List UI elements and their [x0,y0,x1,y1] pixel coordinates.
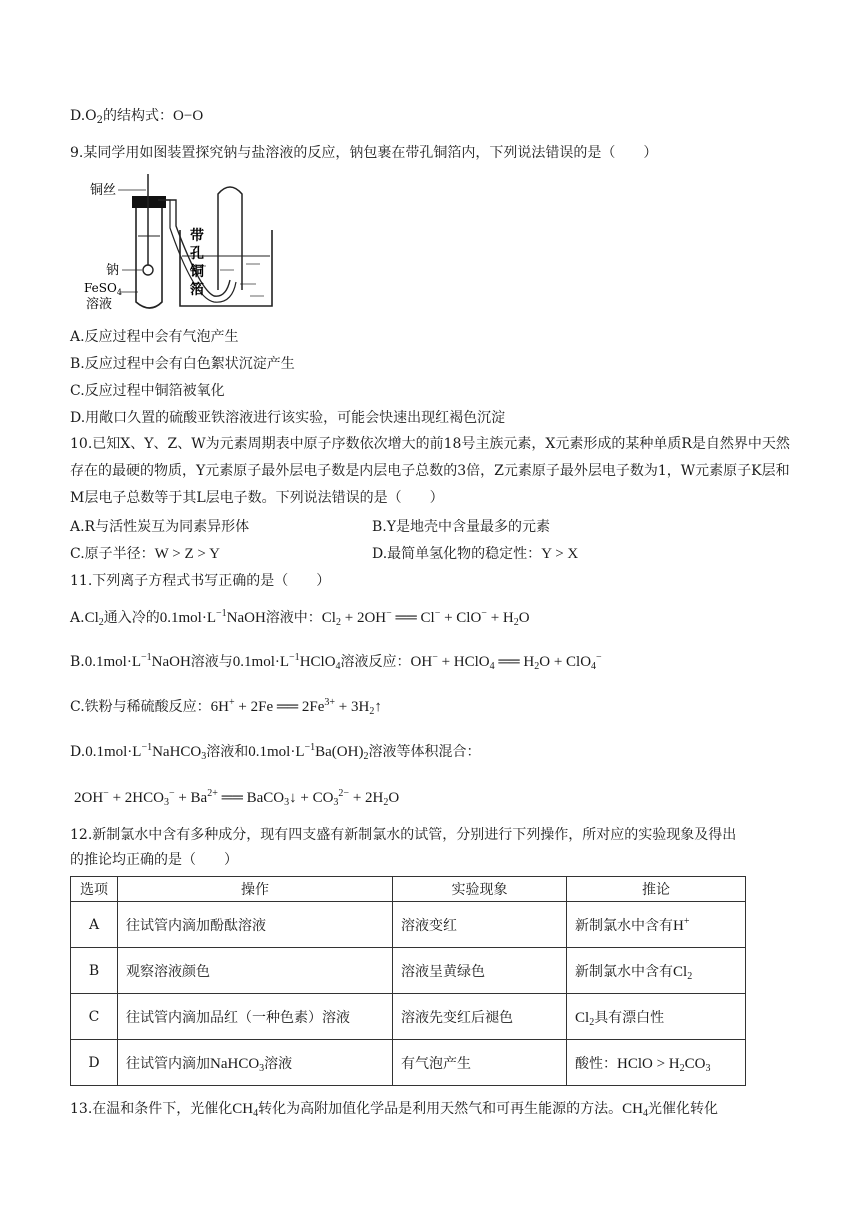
table-row: C 往试管内滴加品红（一种色素）溶液 溶液先变红后褪色 $Cl_2$具有漂白性 [71,994,746,1040]
q12-table [70,876,746,1086]
q10-option-b: B.Y是地壳中含量最多的元素 [372,519,550,535]
q9-option-b: B.反应过程中会有白色絮状沉淀产生 [70,356,295,372]
q11-option-b: $B.0.1mol\cdot L^{-1}NaOH$溶液与$0.1mol\cdot L^{-1}HClO_4$溶液反应：OH− + HClO$_4$ ══ $H_2O + ClO_4^-$ [70,652,602,672]
q12-stem-line1: 12.新制氯水中含有多种成分，现有四支盛有新制氯水的试管，分别进行下列操作，所对应的实验现象及得出 [70,827,737,843]
svg-text:孔: 孔 [190,246,204,262]
header-option: 选项 [71,877,118,902]
q10-option-c: C.原子半径：W > Z > Y [70,546,220,562]
table-header-row [71,877,746,902]
q11-option-c: C.铁粉与稀硫酸反应：6H+ + 2Fe ══ $2Fe^{3+}$ + $3H_2↑$ [70,697,382,717]
q11-option-a: $A.Cl_2$通入冷的$0.1mol\cdot L^{-1}NaOH$溶液中：$Cl_2 + 2OH^-$ ══ $Cl^- + ClO^- + H_2O$ [70,608,530,628]
q11-option-d-equation: $2OH^- + 2HCO_3^- + Ba^{2+}$ ══ BaCO$_3$↓ + $CO_3^{2-} + 2H_2O$ [74,788,400,808]
q9-option-a: A.反应过程中会有气泡产生 [70,329,239,345]
q13-stem: 13.在温和条件下，光催化$CH_4$转化为高附加值化学品是利用天然气和可再生能源的方法。$CH_4$光催化转化 [70,1101,718,1119]
q8-option-d: $D.O_2$的结构式：O−O [70,108,204,126]
header-phenomenon: 实验现象 [393,877,567,902]
svg-text:溶液: 溶液 [86,297,113,312]
q10-option-d: D.最简单氢化物的稳定性：Y > X [372,546,579,562]
q11-option-d: $D.0.1mol\cdot L^{-1}NaHCO_3$溶液和$0.1mol\cdot L^{-1}Ba(OH)_2$溶液等体积混合： [70,742,481,762]
table-row: B 观察溶液颜色 溶液呈黄绿色 新制氯水中含有$Cl_2$ [71,948,746,994]
q10-stem: 10.已知X、Y、Z、W为元素周期表中原子序数依次增大的前18号主族元素，X元素形成的某种单质R是自然界中天然存在的最硬的物质，Y元素原子最外层电子数是内层电子总数的3倍，Z元素原子最外层电子数为1，W元素原子K层和M层电子总数等于其L层电子数。下列说法错误的是（ ） [70,436,790,506]
svg-text:带: 带 [190,228,204,244]
q9-stem: 9.某同学用如图装置探究钠与盐溶液的反应，钠包裹在带孔铜箔内，下列说法错误的是（ ） [70,145,658,161]
header-inference: 推论 [567,877,746,902]
table-row: D 往试管内滴加NaHCO$_3$溶液 有气泡产生 酸性：HClO > $H_2CO_3$ [71,1040,746,1086]
q11-stem: 11.下列离子方程式书写正确的是（ ） [70,573,331,589]
svg-text:铜: 铜 [190,264,204,280]
label-copper-wire: 铜丝 [90,183,117,198]
q9-option-d: D.用敞口久置的硫酸亚铁溶液进行该实验，可能会快速出现红褐色沉淀 [70,410,506,426]
q10-option-a: A.R与活性炭互为同素异形体 [70,519,250,535]
header-operation: 操作 [118,877,393,902]
apparatus-diagram [80,170,280,316]
label-feso4: FeSO$_4$ [84,281,122,297]
svg-text:箔: 箔 [190,282,204,298]
label-sodium: 钠 [106,263,120,278]
table-row: A 往试管内滴加酚酞溶液 溶液变红 新制氯水中含有H+ [71,902,746,948]
q12-stem-line2: 的推论均正确的是（ ） [70,852,238,868]
q9-option-c: C.反应过程中铜箔被氧化 [70,383,225,399]
